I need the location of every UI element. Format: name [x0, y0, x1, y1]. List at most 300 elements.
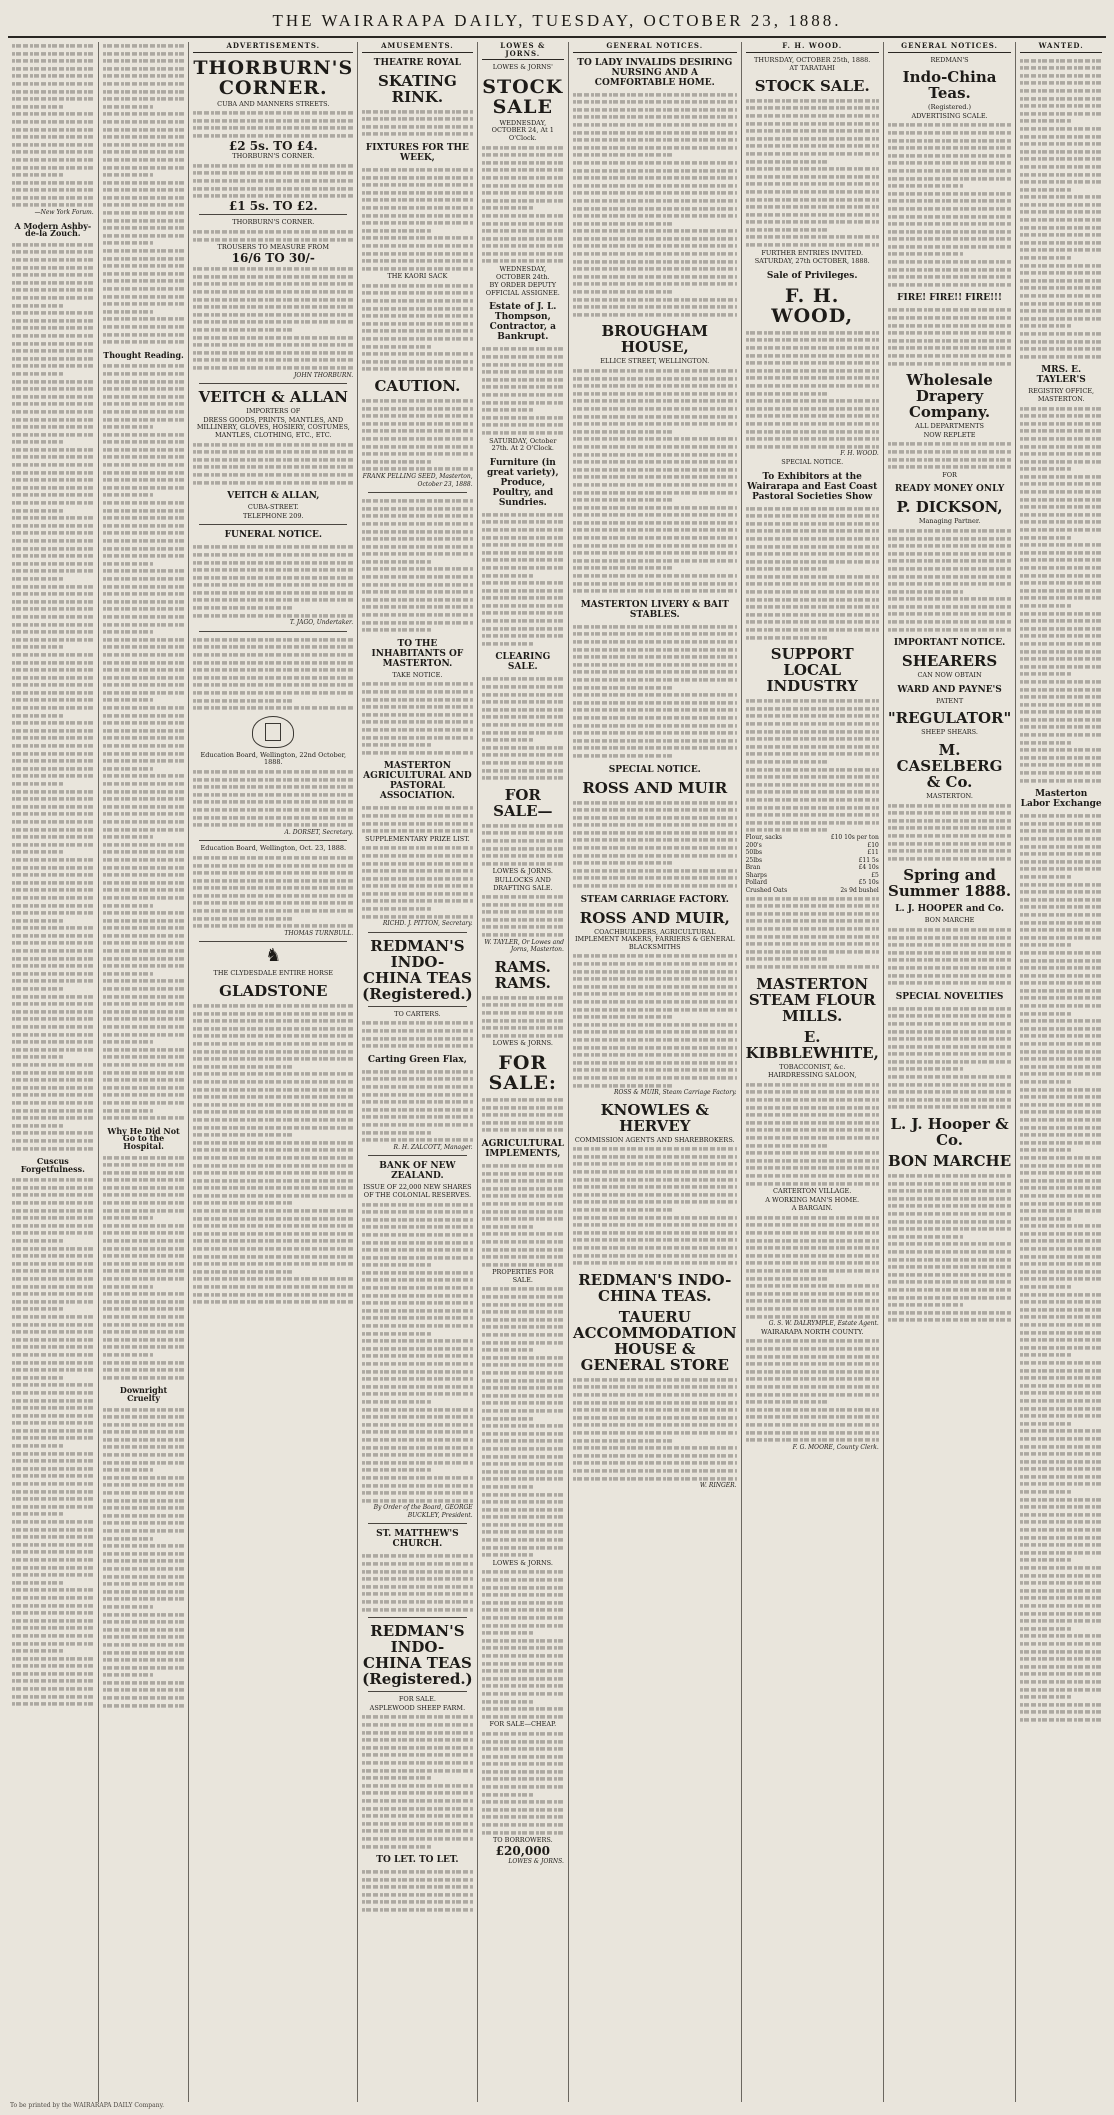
text-line [482, 1662, 564, 1665]
text-line [573, 854, 737, 857]
text-line [1020, 1445, 1102, 1448]
text-line [1020, 1293, 1102, 1296]
text-line [362, 330, 472, 333]
text-line [103, 418, 185, 421]
text-line [482, 723, 564, 726]
text-line [1020, 1634, 1102, 1637]
text-line [482, 589, 564, 592]
text-line [362, 583, 472, 586]
text-line [193, 653, 353, 656]
body-text-block [573, 952, 737, 1089]
text-line [362, 1339, 472, 1342]
text-line [482, 1616, 564, 1619]
text-line [1020, 634, 1102, 637]
text-line [888, 354, 1011, 357]
text-line [193, 283, 353, 286]
text-line [103, 90, 185, 93]
ad-headline: CAUTION. [374, 377, 461, 395]
text-line [573, 1038, 737, 1041]
text-line [746, 1136, 879, 1139]
text-line [746, 745, 879, 748]
text-line [888, 958, 1011, 961]
text-line [746, 828, 829, 831]
text-line [573, 475, 737, 478]
text-line [12, 1292, 94, 1295]
table-row [746, 834, 879, 842]
text-line [482, 1263, 564, 1266]
text-line [12, 1444, 63, 1447]
text-line [888, 1037, 1011, 1040]
text-line [103, 501, 185, 504]
text-line [103, 1635, 185, 1638]
text-line [362, 168, 472, 171]
text-line [103, 112, 185, 115]
body-text-block [482, 144, 564, 266]
text-line [12, 1543, 94, 1546]
text-line [1020, 256, 1071, 259]
text-line [12, 1421, 94, 1424]
text-line [482, 1455, 564, 1458]
text-line [362, 1829, 472, 1832]
text-line [573, 678, 737, 681]
text-line [482, 146, 564, 149]
text-line [482, 168, 564, 171]
text-line [746, 1339, 879, 1342]
text-line [573, 731, 737, 734]
text-line [573, 229, 737, 232]
text-line [103, 1696, 185, 1699]
text-line [362, 414, 472, 417]
text-line [573, 625, 737, 628]
text-line [482, 753, 564, 756]
ad-subline: ISSUE OF 22,000 NEW SHARES OF THE COLONIAL RESERVES. [363, 1183, 472, 1199]
text-line [1020, 74, 1102, 77]
text-line [103, 1446, 185, 1449]
text-line [1020, 921, 1102, 924]
signature: THOMAS TURNBULL. [284, 929, 354, 937]
text-line [103, 1529, 185, 1532]
body-text-block [103, 42, 185, 346]
text-line [12, 258, 94, 261]
ad-headline: TAUERU ACCOMMODATION HOUSE & GENERAL STORE [572, 1307, 737, 1374]
text-line [573, 985, 737, 988]
text-line [482, 1026, 564, 1029]
body-text-block [1020, 57, 1102, 361]
text-line [1020, 756, 1102, 759]
text-line [1020, 1566, 1102, 1569]
text-line [12, 326, 94, 329]
text-line [482, 581, 564, 584]
text-line [103, 653, 185, 656]
signature: T. JAGO, Undertaker. [289, 619, 354, 627]
ad-subline: REGISTRY OFFICE, MASTERTON. [1028, 387, 1095, 403]
text-line [482, 1546, 564, 1549]
ad-headline: CLEARING SALE. [495, 652, 551, 673]
text-line [482, 1477, 564, 1480]
text-line [362, 829, 472, 832]
text-line [746, 537, 879, 540]
ad-headline: VEITCH & ALLAN [198, 388, 348, 407]
text-line [193, 351, 353, 354]
text-line [193, 328, 292, 331]
text-line [193, 481, 353, 484]
text-line [12, 623, 94, 626]
text-line [362, 221, 472, 224]
footer-imprint: To be printed by the WAIRARAPA DAILY Company. [10, 2102, 165, 2109]
text-line [1020, 1665, 1102, 1668]
text-line [193, 894, 353, 897]
body-text-block [362, 1068, 472, 1144]
ad-subline: TOBACCONIST, &c. [779, 1062, 846, 1071]
text-line [746, 965, 879, 968]
text-line [362, 1100, 472, 1103]
text-line [573, 506, 737, 509]
text-line [12, 395, 94, 398]
body-text-block [482, 994, 564, 1040]
text-line [12, 281, 94, 284]
text-line [362, 307, 472, 310]
text-line [12, 1361, 94, 1364]
text-line [12, 1414, 94, 1417]
text-line [1020, 898, 1102, 901]
text-line [103, 904, 154, 907]
text-line [888, 857, 1011, 860]
ad-headline: SPECIAL NOVELTIES [895, 991, 1004, 1002]
text-line [482, 566, 564, 569]
text-line [1020, 733, 1102, 736]
text-line [1020, 1072, 1102, 1075]
text-line [573, 313, 737, 316]
text-line [482, 153, 564, 156]
text-line [103, 471, 185, 474]
text-line [573, 146, 737, 149]
text-line [103, 59, 185, 62]
text-line [362, 1294, 472, 1297]
text-line [362, 429, 472, 432]
text-line [362, 1901, 472, 1904]
text-line [12, 1391, 94, 1394]
text-line [1020, 1528, 1102, 1531]
text-line [1020, 1027, 1102, 1030]
text-line [12, 181, 94, 184]
text-line [1020, 1209, 1102, 1212]
text-line [1020, 852, 1102, 855]
text-line [362, 1423, 472, 1426]
text-line [888, 552, 1011, 555]
text-line [12, 1406, 94, 1409]
text-line [12, 600, 94, 603]
text-line [746, 354, 879, 357]
divider [368, 1155, 466, 1156]
text-line [888, 1250, 1011, 1253]
ad-headline: WARD AND PAYNE'S [897, 684, 1002, 695]
text-line [12, 410, 94, 413]
text-line [362, 499, 472, 502]
text-line [103, 52, 185, 55]
body-text-block [193, 543, 353, 619]
text-line [193, 305, 353, 308]
text-line [482, 1485, 533, 1488]
text-line [573, 544, 737, 547]
text-line [12, 805, 94, 808]
ad-headline: MASTERTON AGRICULTURAL AND PASTORAL ASSOCIATION. [363, 761, 472, 802]
text-line [482, 1601, 564, 1604]
text-line [1020, 1642, 1102, 1645]
text-line [362, 1837, 472, 1840]
table-row [746, 842, 879, 850]
text-line [482, 1356, 564, 1359]
ad-headline: RAMS. RAMS. [494, 957, 551, 992]
text-line [746, 514, 879, 517]
text-line [12, 881, 94, 884]
text-line [1020, 589, 1102, 592]
text-line [746, 236, 879, 239]
text-line [12, 342, 94, 345]
text-line [573, 237, 737, 240]
text-line [1020, 1019, 1102, 1022]
text-line [573, 153, 674, 156]
text-line [1020, 703, 1102, 706]
text-line [103, 919, 185, 922]
table-cell: Sharps [745, 871, 767, 879]
text-line [1020, 612, 1102, 615]
text-line [1020, 1369, 1102, 1372]
text-line [888, 331, 1011, 334]
text-line [362, 1585, 472, 1588]
text-line [362, 191, 472, 194]
text-line [1020, 437, 1102, 440]
text-line [573, 1046, 737, 1049]
text-line [103, 706, 185, 709]
article-title: Cuscus Forgetfulness. [20, 1156, 85, 1174]
text-line [573, 1053, 737, 1056]
text-line [193, 313, 353, 316]
text-line [1020, 226, 1102, 229]
ad-subline: ASPLEWOOD SHEEP FARM. [369, 1703, 466, 1712]
text-line [573, 399, 737, 402]
text-line [482, 1371, 564, 1374]
text-line [103, 410, 185, 413]
text-line [482, 1121, 564, 1124]
text-line [482, 715, 564, 718]
ad-headline: Wholesale Drapery Company. [906, 371, 993, 422]
text-line [746, 583, 879, 586]
text-line [573, 415, 737, 418]
text-line [12, 105, 63, 108]
text-line [573, 369, 737, 372]
text-line [1020, 483, 1102, 486]
text-line [1020, 1224, 1102, 1227]
text-line [12, 456, 94, 459]
text-line [103, 942, 185, 945]
text-line [193, 298, 353, 301]
text-line [573, 739, 737, 742]
text-line [362, 1123, 472, 1126]
text-line [103, 759, 185, 762]
ad-headline: L. J. HOOPER and Co. [895, 904, 1004, 915]
text-line [573, 290, 674, 293]
text-line [573, 115, 737, 118]
text-line [193, 179, 353, 182]
text-line [573, 214, 737, 217]
text-line [193, 1004, 353, 1007]
text-line [103, 1537, 154, 1540]
text-line [193, 1217, 353, 1220]
text-line [888, 199, 1011, 202]
text-line [888, 1212, 1011, 1215]
text-line [362, 1723, 472, 1726]
body-text-block [193, 1002, 353, 1306]
body-text-block [482, 893, 564, 939]
text-line [573, 670, 737, 673]
text-line [746, 920, 879, 923]
text-line [103, 463, 185, 466]
ad-headline: MASTERTON STEAM FLOUR MILLS. [748, 974, 876, 1025]
text-line [1020, 324, 1071, 327]
text-line [1020, 317, 1102, 320]
text-line [482, 1255, 564, 1258]
text-line [193, 561, 353, 564]
text-line [746, 1307, 879, 1310]
text-line [103, 181, 185, 184]
text-line [12, 1634, 94, 1637]
text-line [746, 605, 879, 608]
ad-subline: LOWES & JORNS. [492, 1558, 553, 1567]
text-line [103, 699, 154, 702]
text-line [1020, 407, 1102, 410]
ad-headline: VEITCH & ALLAN, [227, 491, 320, 502]
text-line [482, 596, 564, 599]
text-line [193, 1171, 353, 1174]
text-line [193, 599, 353, 602]
text-line [103, 1315, 185, 1318]
text-line [12, 1063, 94, 1066]
text-line [193, 1179, 353, 1182]
text-line [573, 100, 737, 103]
text-line [193, 886, 353, 889]
text-line [482, 1578, 564, 1581]
text-line [888, 230, 1011, 233]
body-text-block [573, 1145, 737, 1267]
ad-subline: TROUSERS TO MEASURE FROM [217, 243, 330, 252]
text-line [573, 283, 737, 286]
ad-headline: Carting Green Flax, [367, 1054, 467, 1065]
text-line [888, 192, 1011, 195]
ad-headline: ROSS AND MUIR [582, 778, 728, 797]
text-line [746, 376, 879, 379]
text-line [193, 1164, 353, 1167]
text-line [1020, 249, 1102, 252]
text-line [103, 264, 185, 267]
text-line [888, 1060, 1011, 1063]
text-line [362, 751, 472, 754]
signature: RICHD. J. PITTON, Secretary. [382, 920, 473, 928]
text-line [12, 1353, 94, 1356]
text-line [746, 957, 829, 960]
text-line [573, 521, 737, 524]
text-line [362, 1309, 472, 1312]
text-line [362, 1225, 472, 1228]
text-line [362, 1845, 430, 1848]
text-line [103, 1673, 154, 1676]
body-text-block [573, 91, 737, 319]
text-line [103, 1408, 185, 1411]
text-line [362, 1044, 472, 1047]
text-line [103, 1605, 154, 1608]
text-line [573, 589, 737, 592]
text-line [482, 1762, 564, 1765]
text-line [362, 132, 472, 135]
text-line [482, 1470, 564, 1473]
ad-subline: BULLOCKS AND DRAFTING SALE. [493, 875, 553, 892]
text-line [482, 260, 564, 263]
text-line [573, 839, 737, 842]
text-line [1020, 566, 1102, 569]
text-line [482, 543, 564, 546]
text-line [193, 691, 353, 694]
text-line [573, 252, 737, 255]
text-line [362, 1286, 472, 1289]
body-text-block [193, 109, 353, 139]
text-line [1020, 764, 1102, 767]
text-line [12, 531, 94, 534]
text-line [103, 1254, 185, 1257]
text-line [193, 800, 353, 803]
body-text-block [482, 822, 564, 868]
text-line [362, 514, 472, 517]
text-line [573, 1393, 737, 1396]
text-line [362, 575, 472, 578]
text-line [12, 364, 94, 367]
text-line [12, 699, 94, 702]
text-line [1020, 414, 1102, 417]
text-line [1020, 672, 1071, 675]
text-line [1020, 1695, 1071, 1698]
text-line [573, 1178, 737, 1181]
text-line [482, 244, 564, 247]
ad-headline: Spring and Summer 1888. [888, 866, 1012, 901]
text-line [12, 1247, 94, 1250]
text-line [482, 393, 564, 396]
text-line [746, 1362, 879, 1365]
text-line [103, 896, 185, 899]
text-line [746, 1400, 829, 1403]
text-line [573, 632, 737, 635]
text-line [103, 1010, 185, 1013]
text-line [12, 934, 94, 937]
text-line [1020, 309, 1102, 312]
body-text-block [1020, 405, 1102, 785]
text-line [1020, 1353, 1071, 1356]
text-line [193, 568, 353, 571]
ad-subline: DRESS GOODS, PRINTS, MANTLES, AND MILLINERY, GLOVES, HOSIERY, COSTUMES, MANTLES, CLOTHING, ETC., ETC. [196, 415, 350, 439]
text-line [12, 90, 94, 93]
text-line [12, 166, 94, 169]
text-line [193, 1133, 292, 1136]
text-line [482, 1646, 564, 1649]
text-line [103, 120, 185, 123]
body-text-block [193, 228, 353, 243]
table-cell: 25lbs [745, 856, 763, 864]
text-line [746, 1299, 879, 1302]
text-line [746, 545, 879, 548]
text-line [103, 1216, 154, 1219]
text-line [482, 1608, 564, 1611]
text-line [362, 1347, 472, 1350]
text-line [362, 117, 472, 120]
text-line [103, 1156, 185, 1159]
text-line [193, 614, 353, 617]
